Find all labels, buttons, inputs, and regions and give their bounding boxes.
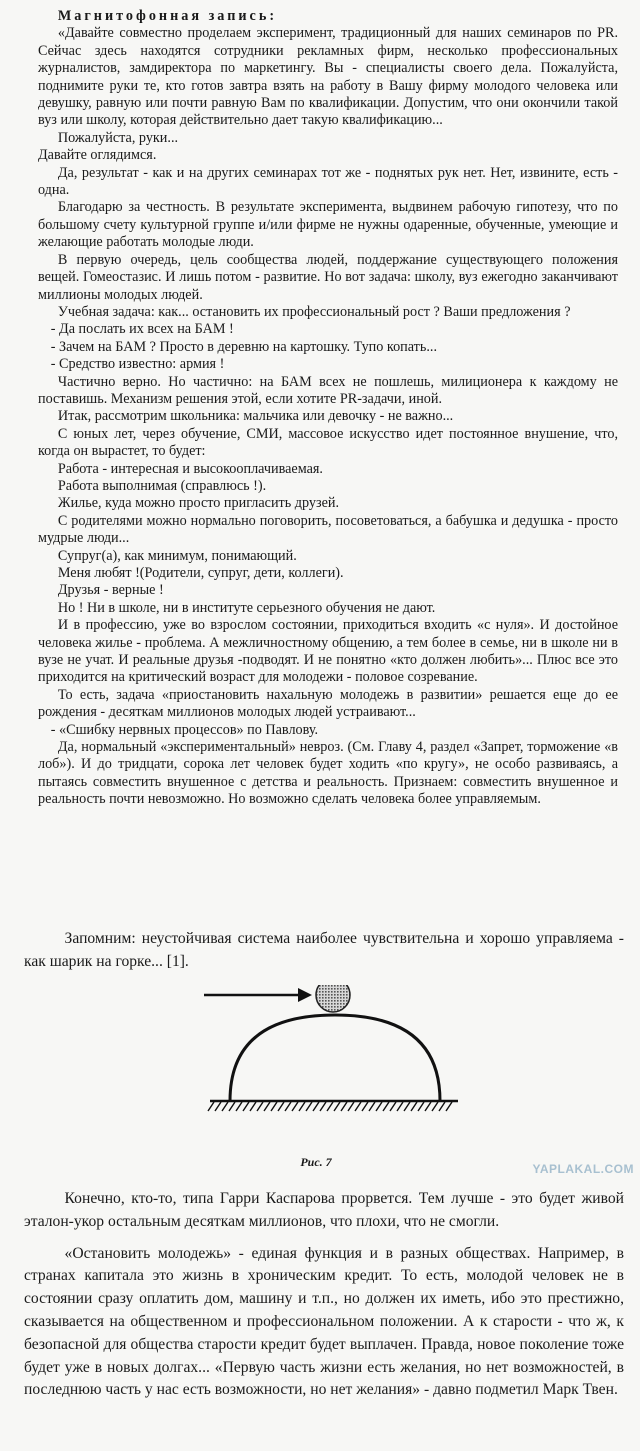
paragraph: Давайте оглядимся. bbox=[38, 147, 157, 164]
paragraph: Супруг(а), как минимум, понимающий. bbox=[57, 547, 297, 564]
paragraph: - «Сшибку нервных процессов» по Павлову. bbox=[50, 721, 319, 738]
paragraph: С родителями можно нормально поговорить, посоветоваться, а бабушка и дедушка - просто мудрые люди... bbox=[38, 512, 618, 547]
paragraph: Учебная задача: как... остановить их профессиональный рост ? Ваши предложения ? bbox=[57, 303, 571, 320]
paragraph: Друзья - верные ! bbox=[57, 582, 164, 599]
paragraph: «Давайте совместно проделаем эксперимент, традиционный для наших семинаров по PR. Сейчас здесь находятся сотрудники рекламных фирм, несколько профессиональных журналистов, замдиректора по маркетингу. Вы - специалисты своего дела. Пожалуйста, поднимите руки те, кто готов завтра взять на работу в Вашу фирму молодого человека или девушку, равную или почти равную Вам по квалификации. Допустим, что они окончили такой вуз или школу, которая действительно дает такую квалификацию... bbox=[38, 25, 618, 129]
paragraph: Магнитофонная запись: bbox=[57, 8, 278, 24]
arrow-head bbox=[298, 988, 312, 1002]
paragraph: Меня любят !(Родители, супруг, дети, коллеги). bbox=[57, 565, 344, 581]
paragraph: - Средство известно: армия ! bbox=[50, 356, 225, 373]
paragraph: Жилье, куда можно просто пригласить друзей. bbox=[57, 495, 340, 512]
paragraph: С юных лет, через обучение, СМИ, массовое искусство идет постоянное внушение, что, когда он вырастет, то будет: bbox=[38, 425, 618, 460]
summary-paragraph: Запомним: неустойчивая система наиболее чувствительна и хорошо управляема - как шарик на горке... [1]. bbox=[24, 930, 624, 970]
paragraph: Итак, рассмотрим школьника: мальчика или девочку - не важно... bbox=[57, 408, 454, 425]
paragraph: И в профессию, уже во взрослом состоянии, приходиться входить «с нуля». И достойное человека жилье - проблема. А межличностному общению, а тем более в семье, ни в школе ни в вузе не учат. И реальные друзья -подводят. И не понятно «кто должен любить»... Плюс все это приходится на критический возраст для молодежи - половое созревание. bbox=[38, 617, 618, 686]
ball-on-hill-figure bbox=[190, 985, 480, 1135]
watermark-label: YAPLAKAL.COM bbox=[532, 1162, 634, 1176]
paragraph: То есть, задача «приостановить нахальную молодежь в развитии» решается еще до ее рождения - десяткам миллионов молодых людей устраивают... bbox=[38, 686, 618, 721]
paragraph: «Остановить молодежь» - единая функция и в разных обществах. Например, в странах капитала это жизнь в хроническим кредит. То есть, молодой человек не в состоянии сразу оплатить дом, машину и т.п., но должен их иметь, ибо это престижно, сказывается на общественном и профессиональном положении. А к старости - что ж, к безопасной для общества старости кредит будет выплачен. Правда, новое поколение тоже будет уже в новых долгах... «Первую часть жизни есть желания, но нет возможностей, в последнюю часть у нас есть возможности, но нет желания» - давно подметил Марк Твен. bbox=[24, 1244, 624, 1399]
paragraph: Благодарю за честность. В результате эксперимента, выдвинем рабочую гипотезу, что по большому счету культурной группе и/или фирме не нужны одаренные, обученные, умеющие и желающие работать молодые люди. bbox=[38, 199, 618, 251]
ground-hatching bbox=[208, 1102, 452, 1111]
paragraph: В первую очередь, цель сообщества людей, поддержание существующего положения вещей. Гомеостазис. И лишь потом - развитие. Но вот задача: школу, вуз ежегодно заканчивают миллионы молодых людей. bbox=[38, 251, 618, 303]
summary-section bbox=[24, 928, 624, 974]
transcript-section bbox=[38, 8, 618, 809]
paragraph: Пожалуйста, руки... bbox=[57, 129, 179, 146]
paragraph: - Да послать их всех на БАМ ! bbox=[50, 321, 234, 338]
paragraph: Работа - интересная и высокооплачиваемая. bbox=[57, 460, 323, 477]
conclusion-section bbox=[24, 1188, 624, 1411]
paragraph: - Зачем на БАМ ? Просто в деревню на картошку. Тупо копать... bbox=[50, 338, 437, 355]
paragraph: Работа выполнимая (справлюсь !). bbox=[57, 477, 267, 494]
paragraph: Конечно, кто-то, типа Гарри Каспарова прорвется. Тем лучше - это будет живой эталон-укор остальным десяткам миллионов, что плохи, что не смогли. bbox=[24, 1190, 624, 1230]
paragraph: Частично верно. Но частично: на БАМ всех не пошлешь, милиционера к каждому не поставишь. Механизм решения этой, если хотите PR-задачи, иной. bbox=[38, 373, 618, 407]
paragraph: Да, нормальный «экспериментальный» невроз. (См. Главу 4, раздел «Запрет, торможение «в лоб»). И до тридцати, сорока лет человек будет ходить «по кругу», не особо развиваясь, а пытаясь совместить внушенное с детства и реальность. Признаем: совместить внушенное и реальность почти невозможно. Но возможно сделать человека более управляемым. bbox=[38, 739, 618, 808]
ball bbox=[316, 985, 350, 1012]
paragraph: Да, результат - как и на других семинарах тот же - поднятых рук нет. Нет, извините, есть - одна. bbox=[38, 164, 618, 199]
paragraph: Но ! Ни в школе, ни в институте серьезного обучения не дают. bbox=[57, 599, 436, 616]
hill-curve bbox=[230, 1015, 440, 1101]
figure-caption: Рис. 7 bbox=[300, 1155, 332, 1169]
